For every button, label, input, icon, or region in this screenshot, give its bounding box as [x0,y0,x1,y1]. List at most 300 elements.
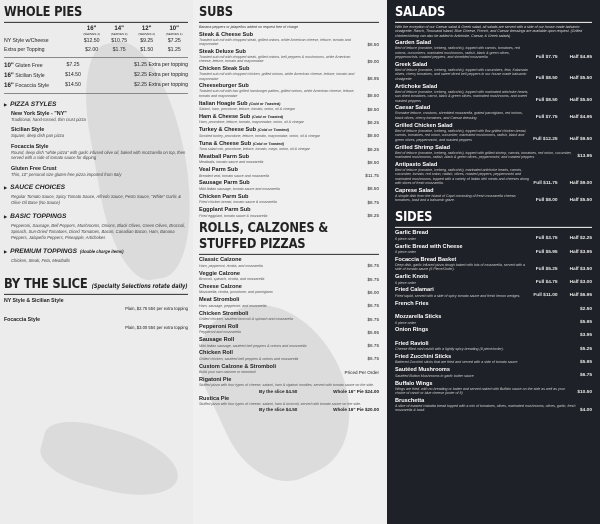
full-price: Full $7.75 [535,54,558,60]
item-row [199,107,379,112]
full-price: Full $11.00 [533,293,558,299]
item-row [395,360,592,365]
item-description: Toasted sub roll with chopped steak, grilled onions, white American cheese, lettuce, tomato and mayonnaise [199,37,351,47]
menu-item [199,154,379,165]
item-tag: (Cold or Toasted) [257,128,289,133]
half-price: Half $4.95 [569,54,592,60]
item-description: Ham, provolone, lettuce, tomato, mayonnaise, onion, oil & vinegar [199,120,304,125]
item-description: 6 piece order [395,250,416,255]
full-price: Full $8.00 [535,197,558,203]
full-price: Full $11.75 [533,180,558,186]
item-price: $8.50 [367,93,379,99]
item-price: $6.00 [367,289,379,295]
item-row [395,373,592,378]
item-row [199,370,379,375]
item-name: Grilled Chicken Salad [395,122,453,129]
item-price: $8.50 [367,159,379,165]
item-name: Greek Salad [395,61,428,68]
item-description: Broccoli, spinach, ricotta, and mozzarella [199,277,265,282]
item-prices [577,390,592,395]
item-row [395,320,592,325]
item-row [395,333,592,338]
item-name: Garlic Knots [395,274,429,281]
whole-price: Whole 16" Pie $20.00 [333,407,379,413]
half-price: $5.95 [579,320,592,326]
item-price: $8.50 [367,186,379,192]
menu-item [199,257,379,268]
item-prices [199,407,379,412]
item-prices [536,236,592,241]
menu-item [395,287,592,298]
salads-title: SALADS [395,3,592,23]
item-prices [536,98,592,103]
half-price: Half $9.00 [569,180,592,186]
item-prices [536,115,592,120]
item-name: Artichoke Salad [395,83,438,90]
half-price: Half $5.50 [569,197,592,203]
pizza-styles-section: ▶ PIZZA STYLES New York Style - "NY" Traditional, hand-tossed, thin crust pizza Sicilian Style Square, deep dish pan pizza Focaccia Style Round, deep dish "white pizza" with garlic infused olive oil, baked with mozzarella on top, then served with a side of tomato sauce for dipping Gluten Free Crust Thin, 10" personal size gluten-free pizza imported from Italy [4,101,188,177]
item-row [199,55,379,64]
size-header: 10" (SERVES 1) [165,26,183,36]
item-description: 6 piece order [395,320,416,325]
item-tag: (Cold or Toasted) [251,114,284,119]
item-prices [577,154,592,159]
item-tag: (Cold or Toasted) [249,101,281,106]
item-price: $8.25 [367,146,379,152]
item-row [395,250,592,255]
item-description: Breaded veal, tomato sauce and mozzarella [199,173,270,178]
item-row [395,347,592,352]
item-row [395,236,592,241]
menu-item [395,354,592,365]
item-prices [533,293,592,298]
item-price: $8.25 [367,213,379,219]
item-description: Cheese filled mini ravioli with a lightly spicy breading (8 piece/order). [395,347,504,352]
item-row [199,173,379,178]
item-name: Garlic Bread [395,230,429,237]
item-description: A slice of toasted ciabatta bread topped with a mix of tomatoes, olives, marinated mushrooms, olives, garlic, fresh mozzarella & basil. [395,403,576,413]
full-price: Full $5.25 [535,266,558,272]
item-description: Ham, sausage, pepperoni, and mozzarella [199,303,267,308]
half-price: $4.00 [579,407,592,413]
item-description: 6 piece order [395,236,416,241]
item-row [199,343,379,348]
menu-item [395,274,592,285]
menu-item [199,311,379,322]
menu-item [199,127,379,138]
menu-item [199,180,379,191]
item-prices [536,55,592,60]
item-name: Antipasto Salad [395,161,438,168]
triangle-bullet-icon: ▶ [4,185,8,191]
full-price: Full $4.75 [535,280,558,286]
item-row [395,68,592,81]
pizza-column [0,0,193,524]
item-row [199,330,379,335]
menu-item [395,381,592,396]
full-price: Full $3.75 [535,236,558,242]
divider [4,57,188,58]
item-row [199,277,379,282]
item-description: Mozzarella, ricotta, provolone, and parmigiano [199,290,273,295]
list-item: New York Style - "NY" Traditional, hand-tossed, thin crust pizza [11,111,86,122]
item-name-text: Steak Deluxe Sub [199,48,246,55]
menu-item [199,66,379,81]
menu-item [395,257,592,272]
item-description: Stuffed pizza with four types of cheese, salami, ham & broccoli, served with tomato sauce on the side. [199,401,361,406]
item-row [395,46,592,59]
item-name-text: Turkey & Cheese Sub [199,127,257,134]
half-price: Half $3.50 [569,266,592,272]
item-row [199,160,379,165]
item-row [199,133,379,138]
sauce-choices-section: ▶ SAUCE CHOICES Regular Tomato Sauce, Spicy Tomato Sauce, Alfredo Sauce, Pesto Sauce, "White" Garlic & Olive Oil Base (No Sauce) [4,184,181,206]
list-item: Focaccia Style Round, deep dish "white pizza" with garlic infused olive oil, baked with mozzarella on top, then served with a side of tomato sauce for dipping [11,143,186,161]
item-row [199,303,379,308]
item-prices [580,408,592,413]
item-name: Fried Calamari [395,287,434,294]
item-description: 6 piece order [395,280,416,285]
item-name: Caprese Salad [395,188,434,194]
triangle-bullet-icon: ▶ [4,102,8,107]
menu-item [395,84,592,103]
item-name-text: Cheeseburger Sub [199,83,249,90]
menu-item [199,32,379,47]
basic-toppings-section: ▶ BASIC TOPPINGS Pepperoni, Sausage, Bell Peppers, Mushrooms, Onions, Black Olives, Green Olives, Broccoli, Spinach, Sun-Dried Tomatoes, Diced Tomatoes, Bacon, Canadian Bacon, Ham, Banana Peppers, Jalapeño Peppers, Pineapple, Artichokes [4,213,186,240]
whole-price: Whole 16" Pie $24.00 [333,388,379,394]
item-description: Toasted sub roll with two grilled hamburger patties, grilled onions, white American cheese, lettuce, tomato and mayonnaise [199,89,355,98]
item-price: $6.75 [367,356,379,362]
menu-item [395,301,592,312]
rolls-title: ROLLS, CALZONES & STUFFED PIZZAS [199,219,379,255]
item-prices [536,198,592,203]
special-pie-row: 16" Sicilian Style $14.50 $2.25 Extra per topping [4,71,188,79]
item-prices [580,347,592,352]
half-price: Half $3.00 [569,280,592,286]
item-prices [199,389,379,394]
item-row [199,317,379,322]
menu-item [395,145,592,160]
salads-list [395,40,592,203]
divider [4,93,188,94]
special-pie-row: 16" Focaccia Style $14.50 $2.25 Extra per topping [4,81,188,89]
half-price: Half $4.95 [569,115,592,121]
full-price: Full $5.95 [535,249,558,255]
item-row [395,129,592,142]
item-row [199,356,379,361]
triangle-bullet-icon: ▶ [4,214,8,220]
item-prices [533,137,592,142]
item-name: Garden Salad [395,40,432,47]
item-price: $6.75 [367,263,379,269]
salads-sides-column: SALADS With the exception of our Caesar salad & Greek salad, all salads are served with a side of our house made balsamic vinaigrette. Ranch, Thousand Island, Blue Cheese, French, and Caesar dressings are available upon request. (Grilled chicken/shrimp can also be added to Artichoke, Caesar, & Greek salads) Garden Salad Bed of lettuce (romaine, iceberg, radicchio), topped with carrots, tomatoes, red onions, cucumbers, marinated mushrooms, radish, black & green olives, pepperoncinis, roasted peppers, and shredded mozzarella Full $7.75 Half $4.95 Greek Salad Bed of lettuce (romaine, iceberg, radicchio), topped with cucumbers, feta, Kalamata olives, cherry tomatoes, and sweet diced bell peppers in our house made balsamic vinaigrette Full $8.50 Half $5.50 Artichoke Salad Bed of lettuce (romaine, iceberg, radicchio), topped with marinated artichoke hearts, sun dried tomatoes, carrot, black & green olives, marinated mushrooms, and sweet roasted peppers Full $8.50 Half $5.50 Caesar Salad Romaine lettuce, croutons, shredded mozzarella, grated parmigiano, red onions, black olives, cherry tomatoes, and Caesar dressing Full $7.75 Half $4.95 Grilled Chicken Salad Bed of lettuce (romaine, iceberg, radicchio), topped with 8oz grilled chicken breast, carrots, tomatoes, red onion, cucumber, marinated mushrooms, radish, black and green olives, pepperoncini, and roasted peppers Full $12.25 Half $9.50 Grilled Shrimp Salad Bed of lettuce (romaine, iceberg, radicchio), topped with grilled shrimp, carrots, tomatoes, red onion, cucumber, marinated mushrooms, radish, black & green olives, pepperoncini, and roasted peppers $13.95 Antipasto Salad Bed of lettuce (romaine, iceberg, radicchio), marinated artichoke hearts, carrots, cucumber, tomato, red onion, radish, olives, roasted peppers, pepperoncini and marinated mushrooms, topped with a variety of Italian deli meats and cheeses along with slices of fresh mozzarella. Full $11.75 Half $9.00 Caprese Salad A simple dish from the Island of Capri consisting of fresh mozzarella cheese, tomatoes, basil and a balsamic glaze. Full $8.00 Half $5.50 SIDES Garlic Bread 6 piece order Full $3.75 Half $2.25 Garlic Bread with Cheese 6 piece order Full $5.95 Half $3.95 Focaccia Bread Basket Deep dish, garlic infused pizza dough baked with lots of mozzarella, served with a side of tomato sauce (6 Piece/Order). Full $5.25 Half $3.50 Garlic Knots 6 piece order Full $4.75 Half $3.00 Fried Calamari Fried squid, served with a side of spicy tomato sauce and fresh lemon wedges. Full $11.00 Half $6.95 French Fries $2.50 Mozzarella Sticks 6 piece order $5.95 Onion Rings $3.95 Fried Ravioli Cheese filled mini ravioli with a lightly spicy breading (8 piece/order). $5.25 Fried Zucchini Sticks Battered Zucchini sticks that are fried and served with a side of tomato sauce $5.95 Sautéed Mushrooms Sautéed Button Mushrooms in garlic butter sauce $6.75 Buffalo Wings Wings are fried, with no breading or batter and served naked with Buffalo sauce on the side as well as your choice of ranch or blue cheese (order of 8) $10.50 Bruschetta A slice of toasted ciabatta bread topped with a mix of tomatoes, olives, marinated mushrooms, olives, garlic, fresh mozzarella & basil. $4.00 [387,0,600,524]
item-price: $6.75 [367,343,379,349]
item-name: Mozzarella Sticks [395,314,442,321]
item-prices [533,181,592,186]
item-row [199,120,379,125]
item-name-text: Ham & Cheese Sub [199,113,251,120]
item-row [199,200,379,205]
menu-item [395,188,592,203]
half-price: $3.95 [579,333,592,339]
menu-item [199,114,379,125]
item-name: Rustica Pie [199,395,230,402]
item-row [199,38,379,47]
menu-item [395,123,592,142]
subs-list [199,32,379,218]
item-name: Rigatoni Pie [199,377,232,384]
menu-item [395,105,592,120]
list-item: Focaccia Style Plain, $3.00 55¢ per extra topping [4,316,188,330]
item-name-text: Steak & Cheese Sub [199,31,254,38]
item-description: Bed of lettuce (romaine, iceberg, radicchio), topped with grilled shrimp, carrots, tomatoes, red onion, cucumber, marinated mushrooms, radish, black & green olives, pepperoncini, and roasted peppers [395,150,572,159]
menu-item [395,162,592,186]
item-description: Fried eggplant, tomato sauce & mozzarella [199,213,268,218]
item-description: Build your own calzone or stromboli [199,370,256,375]
slice-price: By the slice $4.50 [259,407,298,413]
item-row [395,90,592,103]
item-price: $8.50 [367,106,379,112]
menu-item [199,337,379,348]
size-header: 16" (SERVES 4) [83,26,100,36]
item-price: $8.50 [367,133,379,139]
item-description: Grilled chicken, sautéed bell peppers & onions and mozzarella [199,356,299,361]
stuffed-pies-list [199,377,379,412]
half-price: $2.50 [579,306,592,312]
italy-map-background [35,413,186,507]
item-name: Pepperoni Roll [199,323,239,330]
item-row [395,111,592,120]
item-name: Garlic Bread with Cheese [395,243,463,250]
item-prices [580,307,592,312]
item-price: $6.75 [367,276,379,282]
item-description: Toasted sub roll with chopped steak, grilled onions, bell peppers & mushrooms, white American cheese, lettuce, tomato and mayonnaise [199,54,351,64]
item-name-text: Tuna & Cheese Sub [199,140,252,147]
item-name: Focaccia Bread Basket [395,256,457,263]
half-price: $13.95 [577,154,592,160]
premium-toppings-section: ▶ PREMIUM TOPPINGS (double charge items) Chicken, Steak, Feta, Meatballs [4,247,124,263]
item-row [395,151,592,160]
menu-item [199,101,379,112]
item-row [395,387,592,396]
half-price: Half $6.95 [569,293,592,299]
item-description: Mild Italian sausage, sautéed bell peppers & onions and mozzarella [199,343,307,348]
menu-item [199,207,379,218]
half-price: $6.75 [579,373,592,379]
half-price: $10.50 [577,390,592,396]
item-row [395,168,592,186]
half-price: Half $2.25 [569,236,592,242]
item-prices [580,333,592,338]
item-prices [580,360,592,365]
item-description: Fried squid, served with a side of spicy tomato sauce and fresh lemon wedges. [395,293,521,298]
item-description: Meatballs, tomato sauce and mozzarella [199,160,264,165]
size-header: 12" (SERVES 2) [138,26,155,36]
item-row [199,186,379,191]
full-price: Full $7.75 [535,115,558,121]
size-header: 14" (SERVES 3) [110,26,128,36]
full-price: Full $8.50 [535,76,558,82]
sides-list [395,230,592,412]
item-price: $8.95 [367,76,379,82]
menu-item [395,367,592,378]
item-description: Bed of lettuce (romaine, iceberg, radicchio), topped with cucumbers, feta, Kalamata olives, cherry tomatoes, and sweet diced bell peppers in our house made balsamic vinaigrette [395,67,528,81]
item-name: Grilled Shrimp Salad [395,144,451,151]
menu-item [199,194,379,205]
item-name: Chicken Stromboli [199,310,249,317]
menu-item [199,324,379,335]
triangle-bullet-icon: ▶ [4,248,8,254]
item-name: Cheese Calzone [199,283,242,290]
item-row [199,147,379,152]
item-description: Ham, pepperoni, ricotta, and mozzarella [199,263,263,268]
menu-item [199,396,379,412]
item-name-text: Sausage Parm Sub [199,180,250,187]
item-name: Classic Calzone [199,257,242,264]
item-description: Deep dish, garlic infused pizza dough baked with lots of mozzarella, served with a side of tomato sauce (6 Piece/Order). [395,262,526,272]
item-price: $8.75 [367,199,379,205]
table-row: Extra per Topping $2.00 $1.75 $1.50 $1.25 [4,46,181,53]
rolls-list [199,257,379,374]
item-description: Pepperoni and mozzarella [199,330,241,335]
item-name: Chicken Roll [199,350,233,357]
item-description: Bed of lettuce (romaine, iceberg, radicchio), marinated artichoke hearts, carrots, cucumber, tomato, red onion, radish, olives, roasted peppers, pepperoncini and marinated mushrooms, topped with a variety of Italian deli meats and cheeses along with slices of fresh mozzarella. [395,167,529,186]
menu-item [199,271,379,282]
item-name: Fried Zucchini Sticks [395,353,452,360]
half-price: Half $3.95 [569,249,592,255]
item-name: Veggie Calzone [199,270,241,277]
item-name-text: Veal Parm Sub [199,167,238,174]
item-row [199,213,379,218]
item-price: $5.95 [367,329,379,335]
whole-pies-title: WHOLE PIES [4,3,188,23]
item-description: Salami, ham, provolone, lettuce, tomato, onion, oil & vinegar [199,107,295,112]
menu-item [199,364,379,375]
item-row [395,293,592,298]
item-description: Bed of lettuce (romaine, iceberg, radicchio), topped with 8oz grilled chicken breast, carrots, tomatoes, red onion, cucumber, marinated mushrooms, radish, black and green olives, pepperoncini, and roasted peppers [395,128,527,142]
item-name: Custom Calzone & Stromboli [199,363,277,370]
menu-item [199,141,379,152]
item-row [395,307,592,312]
half-price: Half $5.50 [569,98,592,104]
full-price: Full $8.50 [535,98,558,104]
half-price: Half $9.50 [569,137,592,143]
item-description: Grilled chicken, sautéed broccoli & spinach and mozzarella [199,317,293,322]
menu-item [395,40,592,59]
item-name: Meat Stromboli [199,297,240,304]
item-tag: (Cold or Toasted) [252,141,284,146]
menu-item [199,350,379,361]
item-name: Sautéed Mushrooms [395,367,451,374]
item-name: Bruschetta [395,397,425,404]
item-name-text: Meatball Parm Sub [199,153,250,160]
item-name: Buffalo Wings [395,380,433,387]
sides-title: SIDES [395,208,592,228]
item-description: Tuna salad mix, provolone, lettuce, tomato, mayo, onion, oil & vinegar [199,147,310,152]
item-price: $11.75 [365,173,379,179]
menu-item [199,377,379,393]
item-description: Toasted sub roll with chopped chicken, grilled onions, white American cheese, lettuce, tomato and mayonnaise [199,72,355,81]
item-row [395,280,592,285]
item-description: Stuffed pizza with four types of cheese, salami, ham & rigatoni noodles, served with tomato sauce on the side. [199,383,374,388]
item-price: $8.25 [367,119,379,125]
item-name: Sausage Roll [199,337,235,344]
item-description: Mild Italian sausage, tomato sauce and mozzarella [199,186,280,191]
item-name-text: Chicken Steak Sub [199,66,250,73]
item-prices [536,76,592,81]
menu-item [199,49,379,64]
item-name: Caesar Salad [395,105,431,112]
item-description: Fried chicken breast, tomato sauce & mozzarella [199,200,277,205]
half-price: Half $5.50 [569,76,592,82]
special-pie-row: 10" Gluten Free $7.25 $1.25 Extra per topping [4,61,188,69]
item-description: Bed of lettuce (romaine, iceberg, radicchio), topped with carrots, tomatoes, red onions, cucumbers, marinated mushrooms, radish, black & green olives, pepperoncinis, roasted peppers, and shredded mozzarella [395,46,520,60]
item-prices [536,267,592,272]
item-row [199,290,379,295]
item-description: Romaine lettuce, croutons, shredded mozzarella, grated parmigiano, red onions, black olives, cherry tomatoes, and Caesar dressing [395,111,523,120]
item-row [199,263,379,268]
item-name-text: Eggplant Parm Sub [199,207,251,214]
item-row [395,404,592,413]
item-price: $9.00 [367,58,379,64]
item-prices [536,280,592,285]
item-name-text: Italian Hoagie Sub [199,100,248,107]
item-prices [580,373,592,378]
menu-item [199,284,379,295]
menu-item [395,341,592,352]
item-price: $6.75 [367,303,379,309]
item-name-text: Chicken Parm Sub [199,193,249,200]
whole-pies-table [4,26,188,54]
item-prices [536,250,592,255]
item-row [199,89,379,98]
item-description: Wings are fried, with no breading or batter and served naked with Buffalo sauce on the side as well as your choice of ranch or blue cheese (order of 8) [395,386,565,395]
full-price: Full $12.25 [533,137,558,143]
item-name: Fried Ravioli [395,340,429,347]
item-prices [580,320,592,325]
menu-item [199,297,379,308]
item-price: $8.50 [367,41,379,47]
item-name: Onion Rings [395,327,429,334]
menu-item [395,244,592,255]
menu-item [395,398,592,413]
item-row [199,72,379,81]
menu-item [395,314,592,325]
list-item: Sicilian Style Square, deep dish pan pizza [11,127,65,139]
subs-title: SUBS [199,3,379,23]
list-item: Gluten Free Crust Thin, 10" personal size gluten-free pizza imported from Italy [11,165,122,177]
by-the-slice-title: BY THE SLICE (Specialty Selections rotate daily) [4,275,188,295]
half-price: $5.95 [579,359,592,365]
item-description: Bed of lettuce (romaine, iceberg, radicchio), topped with marinated artichoke hearts, sun dried tomatoes, carrot, black & green olives, marinated mushrooms, and sweet roasted peppers [395,89,529,103]
item-price: $6.75 [367,316,379,322]
item-description: Battered Zucchini sticks that are fried and served with a side of tomato sauce [395,360,518,365]
menu-item [395,230,592,241]
item-description: A simple dish from the Island of Capri consisting of fresh mozzarella cheese, tomatoes, basil and a balsamic glaze. [395,194,517,203]
item-row [395,194,592,203]
menu-item [395,327,592,338]
item-description: Sautéed Button Mushrooms in garlic butter sauce [395,373,474,378]
list-item: NY Style & Sicilian Style Plain, $2.75 55¢ per extra topping [4,297,188,311]
table-row: NY Style w/Cheese $12.50 $10.75 $9.25 $7.25 [4,37,181,44]
menu-item [199,167,379,178]
menu-item [395,62,592,81]
menu-item [199,83,379,98]
item-row [395,263,592,272]
item-price: Priced Per Order [344,369,379,375]
item-name: French Fries [395,300,429,307]
slice-price: By the slice $4.50 [259,388,298,394]
